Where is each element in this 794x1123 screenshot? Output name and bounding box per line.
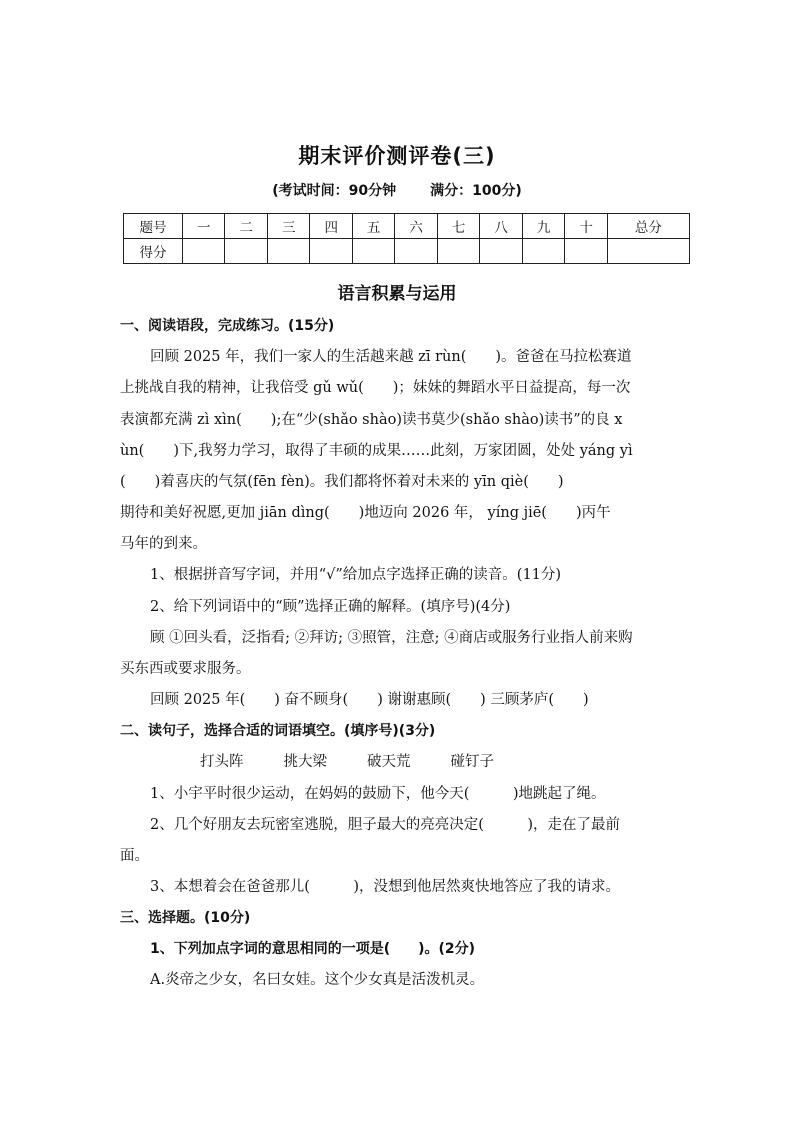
score-blank-cell[interactable] (225, 239, 267, 264)
score-table-cell: 二 (225, 214, 267, 239)
passage-line: 马年的到来。 (120, 536, 207, 552)
score-table-cell: 七 (437, 214, 479, 239)
sentence-line: 2、几个好朋友去玩密室逃脱，胆子最大的亮亮决定( )，走在了最前 (150, 817, 621, 833)
definition-line: 顾 ①回头看，泛指看; ②拜访; ③照管，注意; ④商店或服务行业指人前来购 (150, 630, 633, 646)
passage-line: 表演都充满 zì xìn( );在“少(shǎo shào)读书莫少(shǎo shào)读书”的良 x (120, 412, 623, 428)
score-table-cell: 四 (310, 214, 352, 239)
section-title: 语言积累与运用 (337, 284, 457, 304)
exam-subtitle (0, 180, 794, 200)
score-blank-cell[interactable] (183, 239, 225, 264)
sentence-line: 1、小宇平时很少运动，在妈妈的鼓励下，他今天( )地跳起了绳。 (150, 786, 606, 802)
word-option: 碰钉子 (450, 754, 494, 770)
word-choices-line: 回顾 2025 年( ) 奋不顾身( ) 谢谢惠顾( ) 三顾茅庐( ) (150, 692, 589, 708)
score-blank-cell[interactable] (352, 239, 394, 264)
score-blank-cell[interactable] (480, 239, 522, 264)
question-heading: 三、选择题。(10分) (120, 910, 251, 926)
score-table-header-row (124, 214, 690, 239)
question-heading: 一、阅读语段，完成练习。(15分) (120, 318, 335, 334)
passage-line: 回顾 2025 年，我们一家人的生活越来越 zī rùn( )。爸爸在马拉松赛道 (150, 349, 632, 365)
sentence-line: 面。 (120, 848, 149, 864)
definition-line: 买东西或要求服务。 (120, 661, 251, 677)
score-table-cell: 六 (395, 214, 437, 239)
score-blank-cell[interactable] (437, 239, 479, 264)
sub-question: 2、给下列词语中的“顾”选择正确的解释。(填序号)(4分) (150, 599, 511, 615)
word-options (200, 752, 534, 772)
score-blank-cell[interactable] (395, 239, 437, 264)
passage-line: 期待和美好祝愿,更加 jiān dìng( )地迈向 2026 年， yíng jiē( )丙午 (120, 505, 611, 521)
word-option: 挑大梁 (283, 754, 327, 770)
passage-line: ( )着喜庆的气氛(fēn fèn)。我们都将怀着对未来的 yīn qiè( ) (120, 474, 564, 490)
sub-question: 1、根据拼音写字词，并用“√”给加点字选择正确的读音。(11分) (150, 567, 562, 583)
score-blank-cell[interactable] (565, 239, 607, 264)
choice-option-a: A.炎帝之少女，名曰女娃。这个少女真是活泼机灵。 (150, 972, 485, 988)
sentence-line: 3、本想着会在爸爸那儿( )，没想到他居然爽快地答应了我的请求。 (150, 879, 621, 895)
score-blank-cell[interactable] (310, 239, 352, 264)
score-table-cell: 总分 (607, 214, 689, 239)
score-table-cell: 十 (565, 214, 607, 239)
passage-line: ùn( )下,我努力学习，取得了丰硕的成果……此刻，万家团圆，处处 yáng yì (120, 443, 633, 459)
score-blank-cell[interactable] (607, 239, 689, 264)
score-table-cell: 一 (183, 214, 225, 239)
score-table-score-row (124, 239, 690, 264)
passage-line: 上挑战自我的精神，让我倍受 gǔ wǔ( )；妹妹的舞蹈水平日益提高，每一次 (120, 380, 631, 396)
word-option: 破天荒 (367, 754, 411, 770)
score-table (123, 213, 690, 264)
score-table-cell: 九 (522, 214, 564, 239)
score-table-cell: 八 (480, 214, 522, 239)
exam-time: (考试时间：90分钟 (272, 183, 397, 199)
exam-title: 期末评价测评卷(三) (298, 144, 496, 168)
score-table-cell: 题号 (124, 214, 183, 239)
word-option: 打头阵 (200, 754, 244, 770)
score-table-cell: 三 (267, 214, 309, 239)
score-blank-cell[interactable] (522, 239, 564, 264)
question-heading: 二、读句子，选择合适的词语填空。(填序号)(3分) (120, 723, 436, 739)
exam-full-score: 满分：100分) (430, 183, 522, 199)
score-table-cell: 五 (352, 214, 394, 239)
sub-question: 1、下列加点字词的意思相同的一项是( )。(2分) (150, 941, 476, 957)
score-table-cell: 得分 (124, 239, 183, 264)
score-blank-cell[interactable] (267, 239, 309, 264)
